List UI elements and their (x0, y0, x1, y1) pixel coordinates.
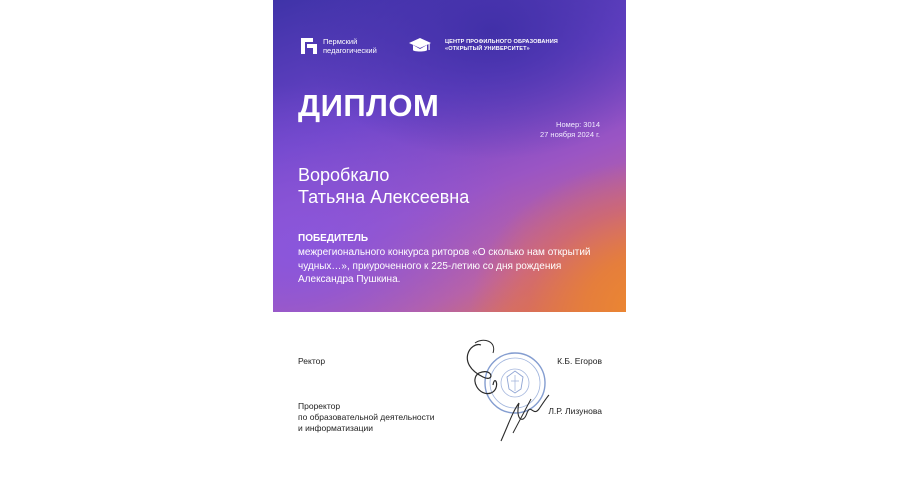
vice-rector-role-line3: и информатизации (298, 423, 374, 433)
graduation-cap-icon (408, 36, 432, 56)
vice-rector-role-line2: по образовательной деятельности (298, 412, 435, 422)
award-description: межрегионального конкурса риторов «О сколько нам открытий чудных…», приуроченного к 225-летию со дня рождения Александра Пушкина. (298, 247, 591, 285)
diploma-date: 27 ноября 2024 г. (540, 130, 600, 139)
open-university-line2: «ОТКРЫТЫЙ УНИВЕРСИТЕТ» (445, 46, 530, 52)
pspu-logo-icon (299, 36, 319, 56)
open-university-line1: ЦЕНТР ПРОФИЛЬНОГО ОБРАЗОВАНИЯ (445, 39, 558, 45)
pspu-logo (299, 36, 393, 56)
rector-role: Ректор (298, 356, 326, 366)
diploma (273, 0, 626, 500)
rector-name: К.Б. Егоров (557, 356, 602, 366)
pspu-logo-line1: Пермский (323, 37, 358, 46)
vice-rector-role-line1: Проректор (298, 401, 341, 411)
award-title: ПОБЕДИТЕЛЬ (298, 233, 369, 244)
diploma-header-panel (273, 0, 626, 312)
diploma-title: ДИПЛОМ (298, 88, 440, 123)
vice-rector-name: Л.Р. Лизунова (548, 406, 602, 416)
pspu-logo-line2: педагогический (323, 46, 377, 55)
open-university-logo (408, 36, 605, 56)
diploma-number: Номер: 3014 (556, 120, 600, 129)
recipient-name (298, 164, 469, 208)
recipient-given-names: Татьяна Алексеевна (298, 187, 470, 207)
vice-rector-role (298, 401, 473, 434)
pspu-logo-text (323, 37, 393, 55)
recipient-surname: Воробкало (298, 165, 390, 185)
open-university-logo-text (445, 39, 605, 53)
diploma-meta (540, 120, 600, 140)
